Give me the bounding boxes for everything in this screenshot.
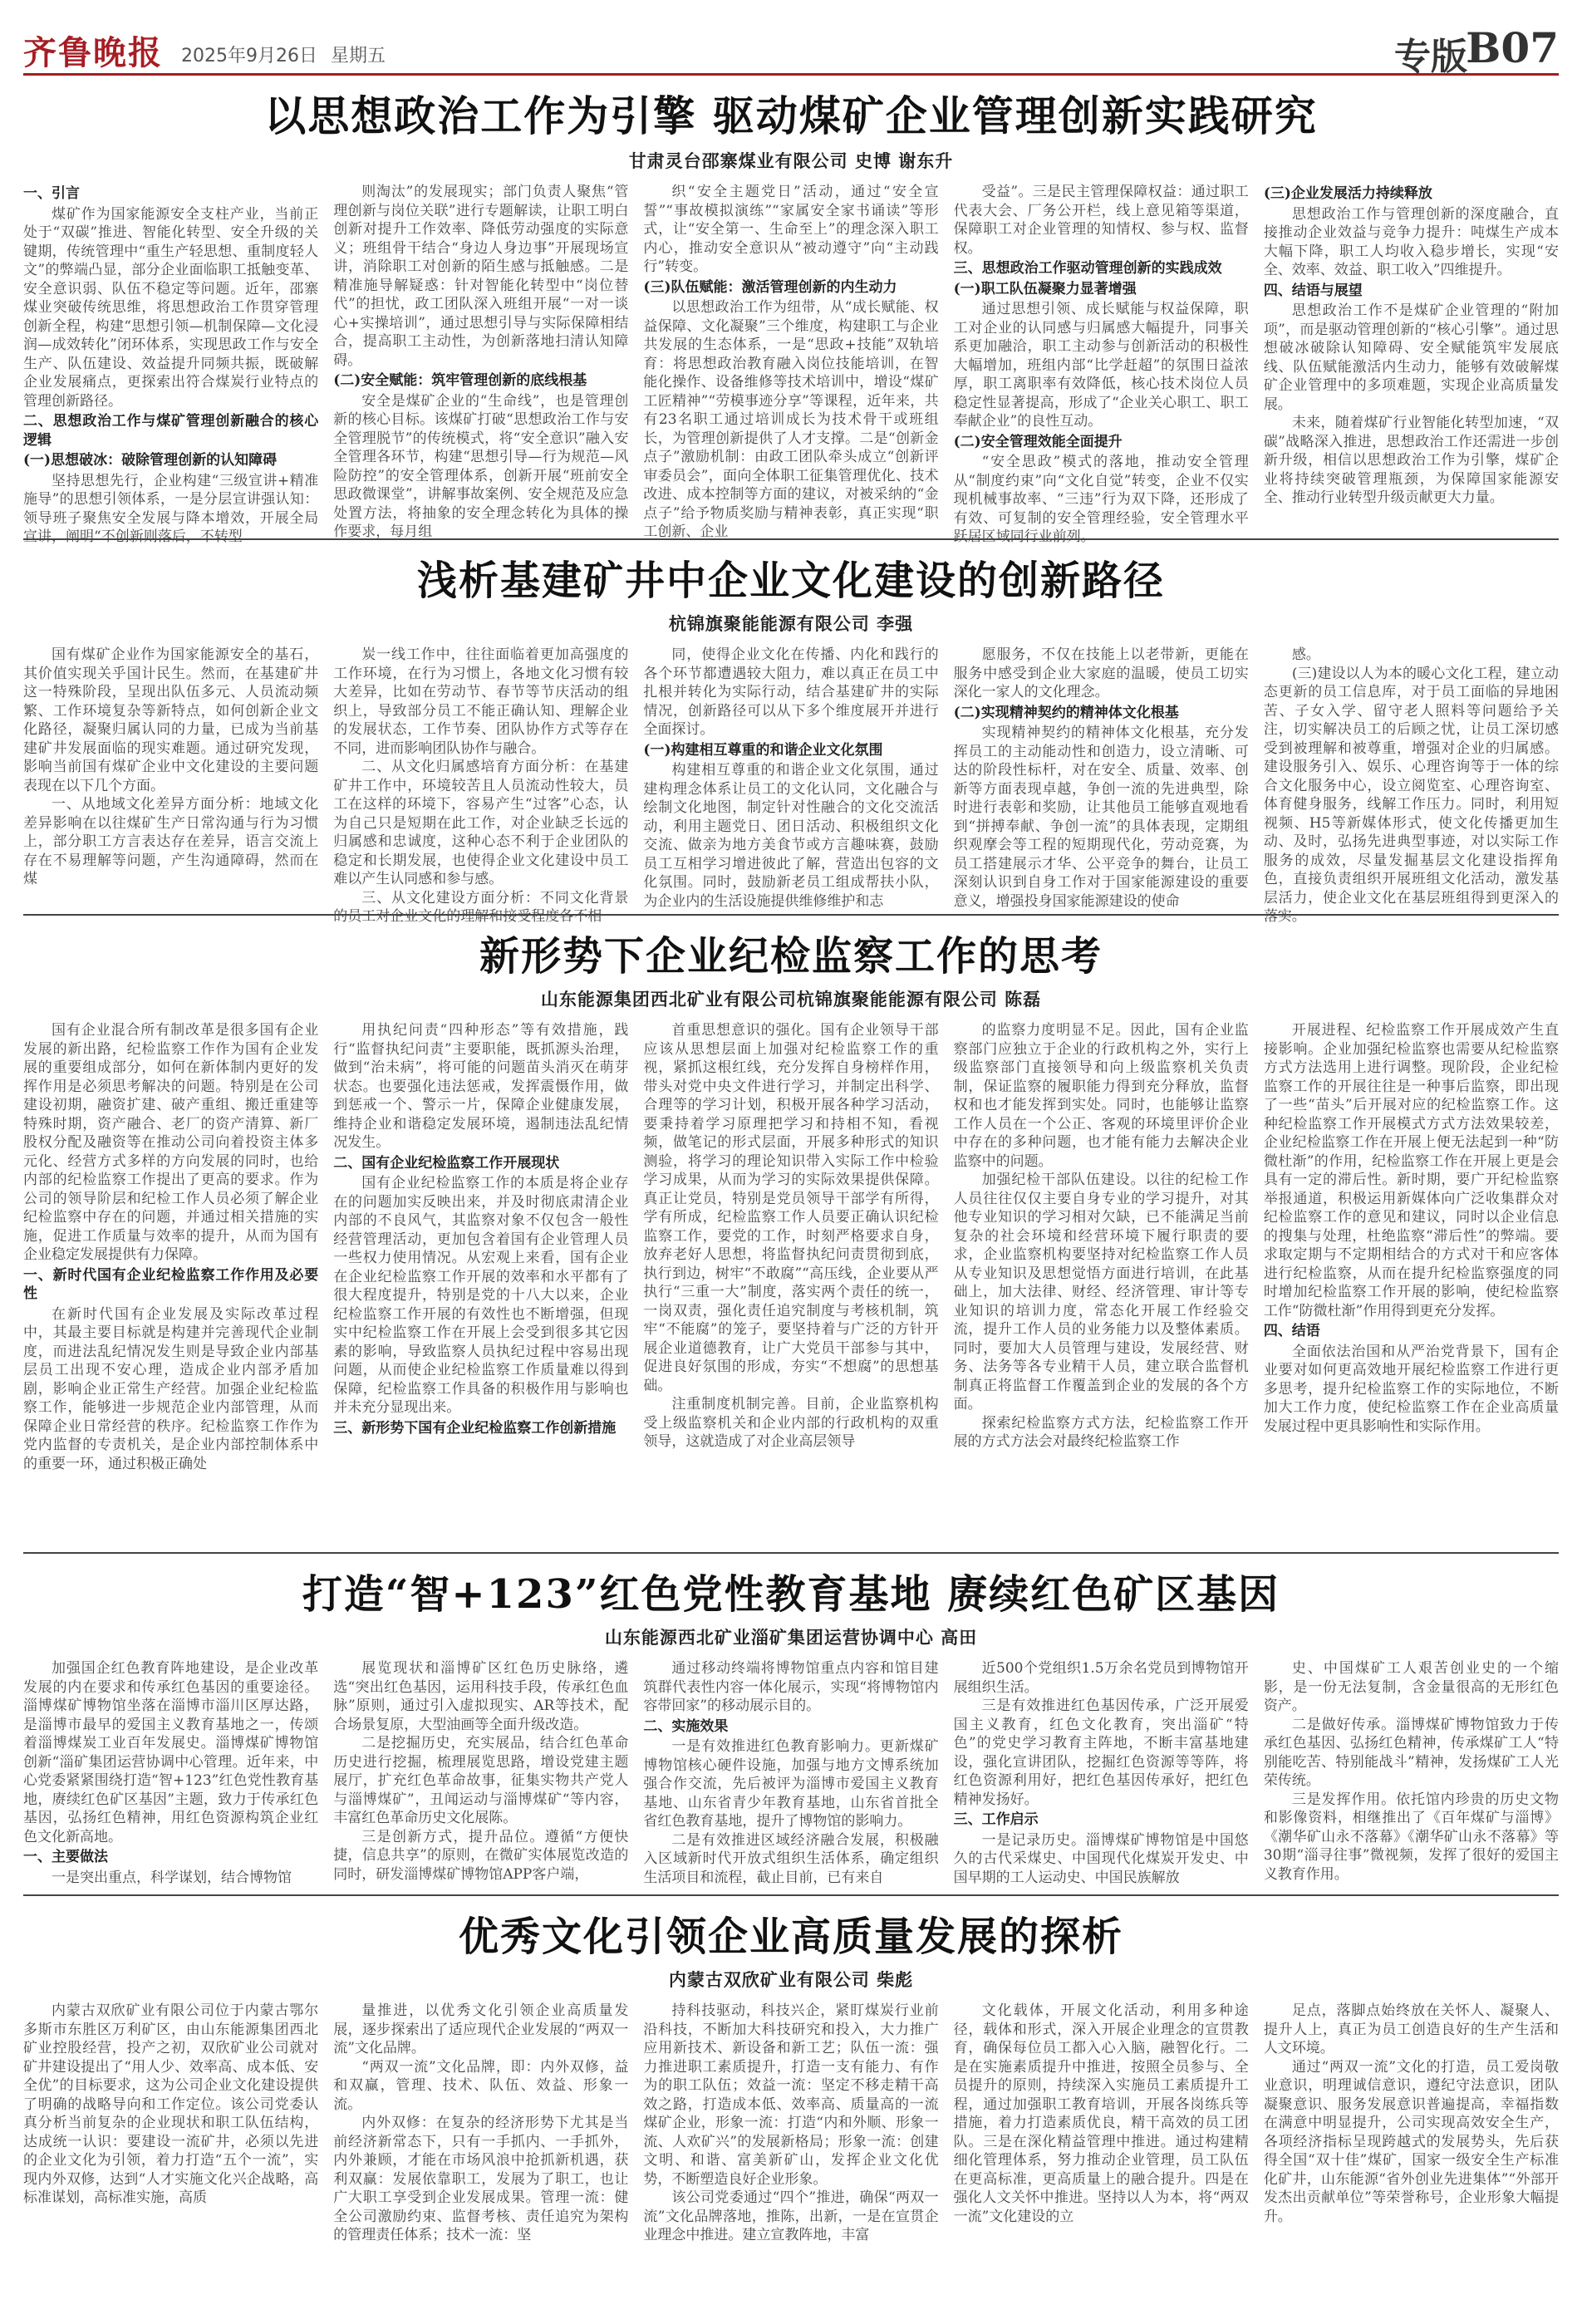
section-divider — [23, 538, 1559, 540]
paragraph: 煤矿作为国家能源安全支柱产业，当前正处于“双碳”推进、智能化转型、安全升级的关键期，传统管理中“重生产轻思想、重制度轻人文”的弊端凸显，部分企业面临职工抵触变革、安全意识弱、队伍不稳定等问题。近年，邵寨煤业突破传统思维，将思想政治工作贯穿管理创新全程，构建“思想引领—机制保障—文化浸润—成效转化”闭环体系，实现思政工作与安全生产、队伍建设、效益提升同频共振，既破解企业发展痛点，更探索出符合煤炭行业特点的管理创新路径。 — [23, 205, 319, 410]
paragraph: 炭一线工作中，往往面临着更加高强度的工作环境，在行为习惯上，各地文化习惯有较大差异，比如在劳动节、春节等节庆活动的组织上，导致部分员工不能正确认知、理解企业的发展状态，工作节奏、团队协作方式等存在不同，进而影响团队协作与融合。 — [333, 646, 629, 757]
paragraph: 展览现状和淄博矿区红色历史脉络，遴选“突出红色基因，运用科技手段，传承红色血脉”原则，通过引入虚拟现实、AR等技术，配合场景复原，大型油画等全面升级改造。 — [333, 1660, 629, 1733]
paragraph: 织“安全主题党日”活动，通过“安全宣誓”“事故模拟演练”“家属安全家书诵读”等形式，让“安全第一、生命至上”的理念深入职工内心，推动安全意识从“被动遵守”向“主动践行”转变。 — [643, 184, 939, 275]
text-column — [954, 1021, 1249, 1545]
section-heading: 四、结语与展望 — [1263, 282, 1363, 299]
section-heading: (二)实现精神契约的精神体文化根基 — [953, 704, 1179, 721]
paragraph: 三是发挥作用。依托馆内珍贵的历史文物和影像资料，相继推出了《百年煤矿与淄博》《潮华矿山永不落幕》《潮华矿山永不落幕》等30期“淄寻往事”微视频，发挥了很好的爱国主义教育作用。 — [1263, 1791, 1560, 1883]
text-column — [23, 2002, 318, 2309]
paragraph: 安全是煤矿企业的“生命线”，也是管理创新的核心目标。该煤矿打破“思想政治工作与安全管理脱节”的传统模式，将“安全意识”融入安全管理各环节，构建“思想引导—行为规范—风险防控”的安全管理体系，创新开展“班前安全思政微课堂”，讲解事故案例、安全规范及应急处置方法，将抽象的安全理念转化为具体的操作要求，每月组 — [333, 392, 629, 540]
article-2-byline: 杭锦旗聚能能源有限公司 李强 — [668, 613, 914, 634]
paragraph: 国有煤矿企业作为国家能源安全的基石，其价值实现关乎国计民生。然而，在基建矿井这一特殊阶段，呈现出队伍多元、人员流动频繁、工作环境复杂等新特点，如何创新企业文化路径，凝聚归属认同的力量，已成为当前基建矿井发展面临的现实难题。通过研究发现，影响当前国有煤矿企业中文化建设的主要问题表现在以下几个方面。 — [23, 646, 319, 794]
section-heading: (二)安全赋能：筑牢管理创新的底线根基 — [333, 372, 587, 389]
paragraph: 的监察力度明显不足。因此，国有企业监察部门应独立于企业的行政机构之外，实行上级监察部门直接领导和向上级监察机关负责制，保证监察的履职能力得到充分释放，监督权和也才能发挥到实处。同时，也能够让监察工作人员在一个公正、客观的环境里评价企业中存在的多种问题，也才能有能力去解决企业监察中的问题。 — [953, 1022, 1249, 1170]
text-column — [954, 1659, 1249, 1888]
page-number: B07 — [1466, 23, 1559, 72]
section-heading: 三、思想政治工作驱动管理创新的实践成效 — [953, 260, 1222, 277]
paragraph: 思想政治工作不是煤矿企业管理的“附加项”，而是驱动管理创新的“核心引擎”。通过思想破冰破除认知障碍、安全赋能筑牢发展底线、队伍赋能激活内生动力，能够有效破解煤矿企业管理中的多项难题，实现企业高质量发展。 — [1263, 302, 1560, 413]
paragraph: 一是有效推进红色教育影响力。更新煤矿博物馆核心硬件设施，加强与地方文博系统加强合作交流，先后被评为淄博市爱国主义教育基地、山东省青少年教育基地，山东省首批全省红色教育基地，提升了博物馆的影响力。 — [643, 1738, 939, 1830]
paragraph: 以思想政治工作为纽带，从“成长赋能、权益保障、文化凝聚”三个维度，构建职工与企业共发展的生态体系，一是“思政+技能”双轨培育：将思想政治教育融入岗位技能培训，在智能化操作、设备维修等技术培训中，增设“煤矿工匠精神”“劳模事迹分享”等课程，近年来，共有23名职工通过培训成长为技术骨干或班组长，为管理创新提供了人才支撑。二是“创新金点子”激励机制：由政工团队牵头成立“创新评审委员会”，面向全体职工征集管理优化、技术改进、成本控制等方面的建议，对被采纳的“金点子”给予物质奖励与精神表彰，真正实现“职工创新、企业 — [643, 299, 939, 540]
paragraph: 思想政治工作与管理创新的深度融合，直接推动企业效益与竞争力提升：吨煤生产成本大幅下降，职工人均收入稳步增长，实现“安全、效率、效益、职工收入”四维提升。 — [1263, 205, 1560, 278]
paragraph: 一是记录历史。淄博煤矿博物馆是中国悠久的古代采煤史、中国现代化煤炭开发史、中国早期的工人运动史、中国民族解放 — [953, 1831, 1249, 1886]
section-heading: (三)队伍赋能：激活管理创新的内生动力 — [643, 278, 897, 296]
paragraph: 通过思想引领、成长赋能与权益保障，职工对企业的认同感与归属感大幅提升，同事关系更加融洽，职工主动参与创新活动的积极性大幅增加，班组内部“比学赶超”的氛围日益浓厚，职工离职率有效降低，核心技术岗位人员稳定性显著提高，形成了“企业关心职工、职工奉献企业”的良性互动。 — [953, 301, 1249, 430]
paragraph: 同，使得企业文化在传播、内化和践行的各个环节都遭遇较大阻力，难以真正在员工中扎根并转化为实际行动，结合基建矿井的实际情况，创新路径可以从下多个维度展开并进行全面探讨。 — [643, 646, 939, 738]
paragraph: 首重思想意识的强化。国有企业领导干部应该从思想层面上加强对纪检监察工作的重视，紧抓这根红线，充分发挥自身榜样作用，带头对党中央文件进行学习，并制定出科学、合理等的学习计划，积极开展各种学习活动，要秉持着学习原理把学习和持相不知，看视频，做笔记的形式层面，开展多种形式的知识测验，将学习的理论知识带入实际工作中检验学习成果，从而为学习的实际效果提供保障。真正让党员，特别是党员领导干部学有所得，学有所成，纪检监察工作人员要正确认识纪检监察工作，要党的工作，时刻严格要求自身，放弃老好人思想，将监督执纪问责贯彻到底，执行到边，树牢“不敢腐”“高压线，企业要从严执行“三重一大”制度，落实两个责任的统一，一岗双责，强化责任追究制度与考核机制，筑牢“不能腐”的笼子，要坚持着与广泛的方针开展企业道德教育，让广大党员干部参与其中，促进良好氛围的形成，夯实“不想腐”的思想基础。 — [643, 1022, 939, 1394]
section-heading: 四、结语 — [1263, 1323, 1320, 1339]
text-column — [1264, 1659, 1559, 1888]
text-column — [23, 646, 318, 907]
text-column — [643, 1021, 938, 1545]
section-heading: 三、工作启示 — [953, 1811, 1039, 1828]
paragraph: 该公司党委通过“四个”推进，确保“两双一流”文化品牌落地，推陈，出新，一是在宣贯企业理念中推进。建立宣教阵地，丰富 — [643, 2189, 939, 2243]
paragraph: 通过移动终端将博物馆重点内容和馆目建筑群代表性内容一体化展示，实现“将博物馆内容带回家”的移动展示目的。 — [643, 1660, 939, 1714]
text-column — [953, 646, 1249, 910]
text-column — [643, 183, 939, 540]
paragraph: 感。 — [1291, 646, 1320, 663]
masthead — [23, 23, 1559, 76]
article-4-title: 打造“智+123”红色党性教育基地 赓续红色矿区基因 — [302, 1571, 1280, 1618]
paragraph: 国有企业纪检监察工作的本质是将企业存在的问题加实反映出来，并及时彻底肃清企业内部的不良风气，其监察对象不仅包含一般性经营管理活动，更加包含着国有企业管理人员一些权力使用情况。从宏观上来看，国有企业在企业纪检监察工作开展的效率和水平都有了很大程度提升，特别是党的十八大以来，企业纪检监察工作开展的有效性也不断增强，但现实中纪检监察工作在开展上会受到很多其它因素的影响，导致监察人员执纪过程中容易出现问题，从而使企业纪检监察工作质量难以得到保障，纪检监察工作具备的积极作用与影响也并未充分显现出来。 — [333, 1175, 629, 1416]
text-column — [23, 1659, 318, 1888]
paragraph: 内外双修：在复杂的经济形势下尤其是当前经济新常态下，只有一手抓内、一手抓外，内外兼顾，才能在市场风浪中抢抓新机遇，获利双赢：发展依靠职工，发展为了职工，也让广大职工享受到企业发展成果。管理一流：健全公司激励约束、监督考核、责任追究为架构的管理责任体系；技术一流：坚 — [333, 2115, 629, 2243]
text-column — [333, 2002, 628, 2309]
paragraph: 愿服务，不仅在技能上以老带新，更能在服务中感受到企业大家庭的温暖，使员工切实深化一家人的文化理念。 — [953, 646, 1249, 700]
text-column — [1264, 1021, 1559, 1545]
article-4-body — [23, 1659, 1559, 1888]
text-column — [333, 1659, 628, 1888]
text-column — [1264, 2002, 1559, 2309]
article-5-body — [23, 2002, 1559, 2309]
paragraph: (三)建设以人为本的暖心文化工程，建立动态更新的员工信息库，对于员工面临的异地困苦、子女入学、留守老人照料等问题给予关注，切实解决员工的后顾之忧，让员工深切感受到被理解和被尊重，增强对企业的归属感。建设服务引入、娱乐、心理咨询等于一体的综合文化服务中心，设立阅览室、心理咨询室、体育健身服务，线解工作压力。同时，利用短视频、H5等新媒体形式，使文化传播更加生动、及时，弘扬先进典型事迹，对以实际工作服务的成效，尽量发掘基层文化建设指挥角色，直接负责组织开展班组文化活动，激发基层活力，使企业文化在基层班组得到更深入的落实。 — [1263, 665, 1560, 925]
section-heading: (三)企业发展活力持续释放 — [1263, 185, 1432, 202]
paragraph: 二是做好传承。淄博煤矿博物馆致力于传承红色基因、弘扬红色精神，传承煤矿工人“特别能吃苦、特别能战斗”精神，发扬煤矿工人光荣传统。 — [1263, 1716, 1560, 1789]
section-heading: 二、实施效果 — [643, 1717, 729, 1735]
article-1-title: 以思想政治工作为引擎 驱动煤矿企业管理创新实践研究 — [264, 91, 1318, 140]
paragraph: 二、从文化归属感培育方面分析：在基建矿井工作中，环境较苦且人员流动性较大，员工在这样的环境下，容易产生“过客”心态，认为自己只是短期在此工作，对企业缺乏长远的归属感和忠诚度，这种心态不利于企业团队的稳定和长期发展，也使得企业文化建设中员工难以产生认同感和参与感。 — [333, 759, 629, 887]
paragraph: 文化载体，开展文化活动，利用多种途径，载体和形式，深入开展企业理念的宣贯教育，确保每位员工都入心入脑，融智化行。二是在实施素质提升中推进，按照全员参与、全员提升的原则，持续深入实施员工素质提升工程，通过加强职工教育培训，开展各岗练兵等措施，着力打造素质优良，精干高效的员工团队。三是在深化精益管理中推进。通过构建精细化管理体系，努力推动企业管理，员工队伍在更高标准，更高质量上的融合提升。四是在强化人文关怀中推进。坚持以人为本，将“两双一流”文化建设的立 — [953, 2002, 1249, 2225]
section-heading: 一、主要做法 — [23, 1849, 108, 1865]
paragraph: 三是创新方式，提升品位。遵循“方便快捷，信息共享”的原则，在微矿实体展览改造的同时，研发淄博煤矿博物馆APP客户端， — [333, 1828, 629, 1883]
section-heading: 三、新形势下国有企业纪检监察工作创新措施 — [333, 1419, 617, 1437]
section-heading: 二、国有企业纪检监察工作开展现状 — [333, 1154, 560, 1172]
paragraph: 史、中国煤矿工人艰苦创业史的一个缩影，是一份无法复制，含金量很高的无形红色资产。 — [1263, 1660, 1560, 1714]
paragraph: 用执纪问责“四种形态”等有效措施，践行“监督执纪问责”主要职能，既抓源头治理，做到“治未病”，将可能的问题苗头消灭在萌芽状态。也要强化违法惩戒，发挥震慑作用，做到惩戒一个、警示一片，保障企业健康发展，维持企业和谐稳定发展环境，遏制违法乱纪情况发生。 — [333, 1022, 629, 1151]
section-divider — [23, 1552, 1559, 1554]
text-column — [953, 183, 1249, 545]
paragraph: 通过“两双一流”文化的打造，员工爱岗敬业意识，明理诚信意识，遵纪守法意识，团队凝聚意识、服务发展意识普遍提高，幸福指数在满意中明显提升，公司实现高效安全生产，各项经济指标呈现跨越式的发展势头，先后获得全国“双十佳”煤矿，国家一级安全生产标准化矿井，山东能源“省外创业先进集体”“外部开发杰出贡献单位”等荣誉称号，企业形象大幅提升。 — [1263, 2058, 1560, 2225]
paragraph: 坚持思想先行，企业构建“三级宣讲+精准施导”的思想引领体系，一是分层宣讲强认知：领导班子聚焦安全发展与降本增效，开展全局宣讲，阐明“不创新则落后，不转型 — [23, 472, 319, 545]
article-2 — [23, 548, 1560, 925]
section-heading: 一、新时代国有企业纪检监察工作作用及必要性 — [23, 1266, 319, 1302]
issue-weekday: 星期五 — [331, 46, 386, 66]
article-2-body — [23, 646, 1560, 925]
newspaper-logo: 齐鲁晚报 — [23, 33, 163, 72]
paragraph: 足点，落脚点始终放在关怀人、凝聚人、提升人上，真正为员工创造良好的生产生活和人文环境。 — [1263, 2002, 1560, 2056]
paragraph: 则淘汰”的发展现实；部门负责人聚焦“管理创新与岗位关联”进行专题解读，让职工明白创新对提升工作效率、降低劳动强度的实际意义；班组骨干结合“身边人身边事”开展现场宣讲，消除职工对创新的陌生感与抵触感。二是精准施导解疑惑：针对智能化转型中“岗位替代”的担忧，政工团队深入班组开展“一对一谈心+实操培训”，通过思想引导与实际保障相结合，提高职工主动性，为创新落地扫清认知障碍。 — [333, 184, 629, 369]
article-1 — [23, 83, 1560, 545]
article-3-byline: 山东能源集团西北矿业有限公司杭锦旗聚能能源有限公司 陈磊 — [540, 989, 1042, 1010]
section-divider — [23, 914, 1559, 916]
paragraph: 内蒙古双欣矿业有限公司位于内蒙古鄂尔多斯市东胜区万利矿区，由山东能源集团西北矿业控股经营，投产之初，双欣矿业公司就对矿井建设提出了“用人少、效率高、成本低、安全优”的目标要求，这为公司企业文化建设提供了明确的战略导向和工作定位。该公司党委认真分析当前复杂的企业现状和职工队伍结构，达成统一认识：要建设一流矿井，必须以先进的企业文化为引领，着力打造“五个一流”，实现内外双修，达到“人才实施文化兴企战略，高标准谋划，高标准实施，高质 — [23, 2002, 319, 2206]
paragraph: 二是挖掘历史，充实展品，结合红色革命历史进行挖掘，梳理展览思路，增设党建主题展厅，扩充红色革命故事，征集实物共产党人与淄博煤矿”，丑闻运动与淄博煤矿“等内容，丰富红色革命历史文化展陈。 — [333, 1735, 629, 1826]
text-column — [23, 183, 319, 545]
paragraph: 在新时代国有企业发展及实际改革过程中，其最主要目标就是构建并完善现代企业制度，而进法乱纪情况发生则是导致企业内部基层员工出现不安心理，造成企业内部矛盾加剧，影响企业正常生产经营。加强企业纪检监察工作，能够进一步规范企业内部管理，从而保障企业日常经营的秩序。纪检监察工作作为党内监督的专责机关，是企业内部控制体系中的重要一环，通过积极正确处 — [23, 1305, 319, 1472]
article-4-byline: 山东能源西北矿业淄矿集团运营协调中心 高田 — [604, 1627, 978, 1648]
text-column — [333, 183, 629, 540]
text-column — [643, 1659, 938, 1888]
article-4 — [23, 1562, 1559, 1888]
text-column — [1263, 646, 1560, 925]
paragraph: 构建相互尊重的和谐企业文化氛围，通过建构理念体系让员工的文化认同，文化融合与绘制文化地图，制定针对性融合的文化交流活动，利用主题党日、团日活动、积极组织文化交流、做亲为地方美食节或方言趣味赛，鼓励员工互相学习增进彼此了解，营造出包容的文化氛围。同时，鼓励新老员工组成帮扶小队，为企业内的生活设施提供维修维护和志 — [643, 762, 939, 910]
article-3-body — [23, 1021, 1559, 1545]
paragraph: 近500个党组织1.5万余名党员到博物馆开展组织生活。 — [953, 1660, 1249, 1696]
article-1-byline: 甘肃灵台邵寨煤业有限公司 史博 谢东升 — [628, 150, 954, 171]
section-label: 专版 — [1394, 36, 1467, 78]
paragraph: 量推进，以优秀文化引领企业高质量发展，逐步探索出了适应现代企业发展的“两双一流”文化品牌。 — [333, 2002, 629, 2056]
paragraph: 探索纪检监察方式方法，纪检监察工作开展的方式方法会对最终纪检监察工作 — [953, 1414, 1249, 1450]
text-column — [643, 2002, 938, 2309]
article-5 — [23, 1904, 1559, 2309]
article-2-title: 浅析基建矿井中企业文化建设的创新路径 — [416, 558, 1165, 604]
article-3 — [23, 924, 1559, 1545]
text-column — [23, 1021, 318, 1545]
paragraph: 持科技驱动，科技兴企，紧盯煤炭行业前沿科技，不断加大科技研究和投入，大力推广应用新技术、新设备和新工艺；队伍一流：强力推进职工素质提升，打造一支有能力、有作为的职工队伍；效益一流：坚定不移走精干高效之路，打造成本低、效率高、质量高的一流煤矿企业，形象一流：打造“内和外顺、形象一流、人欢矿兴”的发展新格局；形象一流：创建文明、和谐、富美新矿山，发挥企业文化优势，不断塑造良好企业形象。 — [643, 2002, 939, 2188]
text-column — [954, 2002, 1249, 2309]
paragraph: 加强国企红色教育阵地建设，是企业改革发展的内在要求和传承红色基因的重要途径。淄博煤矿博物馆坐落在淄博市淄川区厚达路，是淄博市最早的爱国主义教育基地之一，传颂着淄博煤炭工业百年发展史。淄博煤矿博物馆创新“淄矿集团运营协调中心管理。近年来，中心党委紧紧围绕打造“智+123”红色党性教育基地，赓续红色矿区基因”主题，致力于传承红色基因，弘扬红色精神，用红色资源构筑企业红色文化新高地。 — [23, 1660, 319, 1845]
section-heading: (一)职工队伍凝聚力显著增强 — [953, 280, 1137, 297]
section-heading: (一)构建相互尊重的和谐企业文化氛围 — [643, 741, 883, 759]
section-heading: (一)思想破冰：破除管理创新的认知障碍 — [23, 452, 278, 469]
text-column — [1264, 183, 1559, 511]
paragraph: 一、从地域文化差异方面分析：地域文化差异影响在以往煤矿生产日常沟通与行为习惯上，部分职工方言表达存在差异，语言交流上存在不易理解等问题，产生沟通障碍，然而在煤 — [23, 796, 319, 887]
paragraph: “安全思政”模式的落地，推动安全管理从“制度约束”向“文化自觉”转变，企业不仅实现机械事故率、“三违”行为双下降，还形成了有效、可复制的安全管理经验，安全管理水平跃居区域同行业前列。 — [953, 454, 1249, 545]
paragraph: 三、从文化建设方面分析：不同文化背景的员工对企业文化的理解和接受程度各不相 — [333, 889, 629, 925]
text-column — [333, 646, 629, 925]
paragraph: 注重制度机制完善。目前，企业监察机构受上级监察机关和企业内部的行政机构的双重领导，这就造成了对企业高层领导 — [643, 1396, 939, 1450]
section-heading: 一、引言 — [23, 185, 80, 202]
text-column — [643, 646, 939, 910]
article-1-body — [23, 183, 1560, 545]
paragraph: 加强纪检干部队伍建设。以往的纪检工作人员往往仅仅主要自身专业的学习提升，对其他专业知识的学习相对欠缺，已不能满足当前复杂的社会环境和经营环境下履行职责的要求，企业监察机构要坚持对纪检监察工作人员从专业知识及思想觉悟方面进行培训，在此基础上，加大法律、财经、经济管理、审计等专业知识的培训力度，常态化开展工作经验交流，提升工作人员的业务能力以及整体素质。同时，要加大人员管理与建设，发展经营、财务、法务等各专业精干人员，建立联合监督机制真正将监督工作覆盖到企业的发展的各个方面。 — [953, 1172, 1249, 1413]
article-5-title: 优秀文化引领企业高质量发展的探析 — [458, 1914, 1123, 1960]
section-heading: 二、思想政治工作与煤矿管理创新融合的核心逻辑 — [23, 413, 319, 449]
text-column — [333, 1021, 628, 1545]
paragraph: 二是有效推进区域经济融合发展，积极融入区域新时代开放式组织生活体系，确定组织生活项目和流程，截止目前，已有来自 — [643, 1831, 939, 1886]
section-heading: (二)安全管理效能全面提升 — [953, 433, 1123, 450]
article-3-title: 新形势下企业纪检监察工作的思考 — [479, 933, 1103, 980]
paragraph: 三是有效推进红色基因传承，广泛开展爱国主义教育，红色文化教育，突出淄矿“特色”的党史学习教育主阵地，不断丰富基地建设，强化宣讲团队，挖掘红色资源等等阵，将红色资源利用好，把红色基因传承好，把红色精神发扬好。 — [953, 1698, 1249, 1808]
issue-date: 2025年9月26日 — [181, 46, 317, 66]
paragraph: 未来，随着煤矿行业智能化转型加速，“双碳”战略深入推进，思想政治工作还需进一步创新升级，相信以思想政治工作为引擎，煤矿企业将持续突破管理瓶颈，为保障国家能源安全、推动行业转型升级贡献更大力量。 — [1263, 415, 1560, 506]
section-divider — [23, 1894, 1559, 1896]
paragraph: 受益”。三是民主管理保障权益：通过职工代表大会、厂务公开栏，线上意见箱等渠道，保障职工对企业管理的知情权、参与权、监督权。 — [953, 184, 1249, 257]
paragraph: 一是突出重点，科学谋划，结合博物馆 — [52, 1869, 292, 1886]
paragraph: “两双一流”文化品牌，即：内外双修，益和双赢，管理、技术、队伍、效益、形象一流。 — [333, 2058, 629, 2113]
paragraph: 实现精神契约的精神体文化根基，充分发挥员工的主动能动性和创造力，设立清晰、可达的阶段性标杆，对在安全、质量、效率、创新等方面表现卓越，争创一流的先进典型，除时进行表彰和奖励，让其他员工能够直观地看到“拼搏奉献、争创一流”的具体表现，定期组织观摩会等工程的短期现代化，劳动竞赛，为员工搭建展示才华、公平竞争的舞台，让员工深刻认识到自身工作对于国家能源建设的重要意义，增强投身国家能源建设的使命 — [953, 725, 1249, 910]
paragraph: 开展进程、纪检监察工作开展成效产生直接影响。企业加强纪检监察也需要从纪检监察方式方法选用上进行调整。现阶段，企业纪检监察工作的开展往往是一种事后监察，即出现了一些“苗头”后开展对应的纪检监察工作。这种纪检监察工作开展模式方式方法效果较差，企业纪检监察工作在开展上便无法起到一种“防微杜渐”的作用，纪检监察工作在开展上更是会具有一定的滞后性。新时期，要广开纪检监察举报通道，积极运用新媒体向广泛收集群众对纪检监察工作的意见和建议，同时以企业信息的搜集与处理，杜绝监察“滞后性”的弊端。要求取定期与不定期相结合的方式对干和应客体进行纪检监察，从而在提升纪检监察强度的同时增加纪检监察工作开展的影响，使纪检监察工作“防微杜渐”作用得到更充分发挥。 — [1263, 1022, 1560, 1319]
paragraph: 国有企业混合所有制改革是很多国有企业发展的新出路，纪检监察工作作为国有企业发展的重要组成部分，如何在新体制内更好的发挥作用是必须思考解决的问题。特别是在公司建设初期，融资扩建、破产重组、搬迁重建等特殊时期，资产融合、老厂的资产清算、新厂股权分配及融资等在推动公司向着投资主体多元化、经营方式多样的方向发展的同时，也给内部的纪检监察工作提出了更高的要求。作为公司的领导阶层和纪检工作人员必须了解企业纪检监察中存在的问题，并通过相关措施的实施，促进工作质量与效率的提升，从而为国有企业稳定发展提供有力保障。 — [23, 1022, 319, 1263]
article-5-byline: 内蒙古双欣矿业有限公司 柴彪 — [668, 1969, 914, 1990]
paragraph: 全面依法治国和从严治党背景下，国有企业要对如何更高效地开展纪检监察工作进行更多思考，提升纪检监察工作的实际地位，不断加大工作力度，使纪检监察工作在企业高质量发展过程中更具影响性和实际作用。 — [1263, 1343, 1560, 1435]
